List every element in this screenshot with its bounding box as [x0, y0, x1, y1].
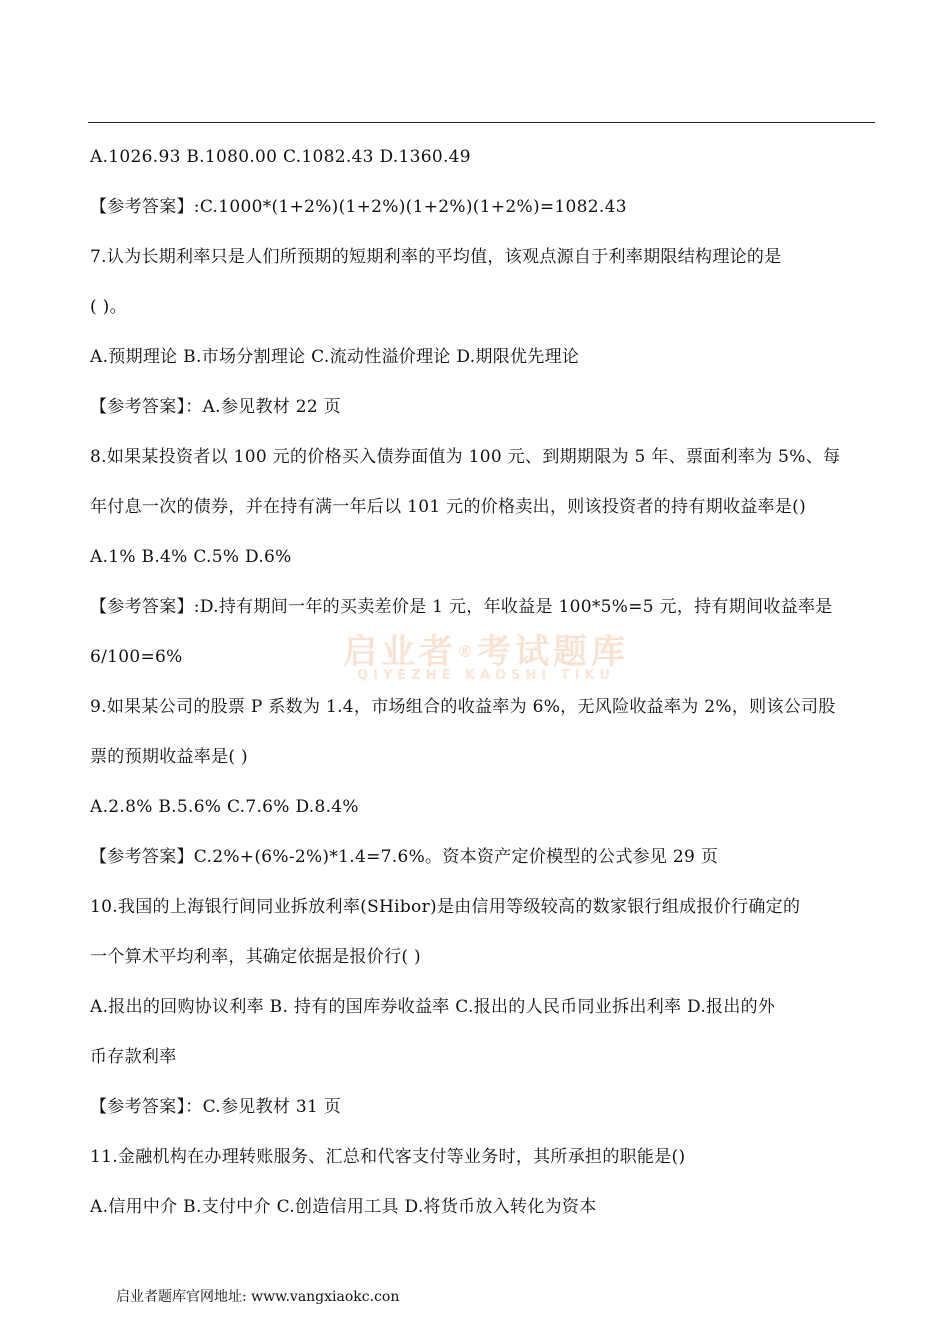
- question-line-q7-cont: ( )。: [90, 297, 127, 317]
- option-line-q10: A.报出的回购协议利率 B. 持有的国库券收益率 C.报出的人民币同业拆出利率 D.报出的外: [90, 997, 776, 1017]
- answer-line-q6: 【参考答案】:C.1000*(1+2%)(1+2%)(1+2%)(1+2%)=1082.43: [90, 197, 627, 217]
- answer-line-q9: 【参考答案】C.2%+(6%-2%)*1.4=7.6%。资本资产定价模型的公式参见 29 页: [90, 847, 719, 867]
- question-line-q8: 8.如果某投资者以 100 元的价格买入债券面值为 100 元、到期期限为 5 年、票面利率为 5%、每: [90, 447, 841, 467]
- answer-line-q8: 【参考答案】:D.持有期间一年的买卖差价是 1 元，年收益是 100*5%=5 元，持有期间收益率是: [90, 597, 833, 617]
- option-line-q9: A.2.8% B.5.6% C.7.6% D.8.4%: [90, 797, 359, 817]
- answer-line-q7: 【参考答案】：A.参见教材 22 页: [90, 397, 342, 417]
- question-line-q10-cont: 一个算术平均利率，其确定依据是报价行( ): [90, 947, 421, 967]
- header-rule: [88, 122, 875, 123]
- option-line-q10-cont: 币存款利率: [90, 1047, 177, 1067]
- footer-website: 启业者题库官网地址: www.vangxiaokc.con: [116, 1289, 400, 1305]
- document-body: [90, 132, 880, 1232]
- option-line-q11: A.信用中介 B.支付中介 C.创造信用工具 D.将货币放入转化为资本: [90, 1197, 597, 1217]
- watermark-subtitle: QIYEZHE KAOSHI TIKU: [357, 668, 615, 683]
- question-line-q11: 11.金融机构在办理转账服务、汇总和代客支付等业务时，其所承担的职能是(): [90, 1147, 686, 1167]
- option-line-q7: A.预期理论 B.市场分割理论 C.流动性溢价理论 D.期限优先理论: [90, 347, 580, 367]
- watermark-title-part2: 考试题库: [477, 632, 629, 672]
- question-line-q7: 7.认为长期利率只是人们所预期的短期利率的平均值，该观点源自于利率期限结构理论的是: [90, 247, 782, 267]
- answer-line-q8-cont: 6/100=6%: [90, 647, 183, 667]
- watermark-title-part1: 启业者: [343, 632, 457, 672]
- option-line-q8: A.1% B.4% C.5% D.6%: [90, 547, 292, 567]
- question-line-q8-cont: 年付息一次的债券，并在持有满一年后以 101 元的价格卖出，则该投资者的持有期收益率是(): [90, 497, 807, 517]
- question-line-q9: 9.如果某公司的股票 P 系数为 1.4，市场组合的收益率为 6%，无风险收益率为 2%，则该公司股: [90, 697, 836, 717]
- registered-mark-icon: ®: [457, 642, 477, 661]
- option-line-q6: A.1026.93 B.1080.00 C.1082.43 D.1360.49: [90, 147, 471, 167]
- question-line-q10: 10.我国的上海银行间同业拆放利率(SHibor)是由信用等级较高的数家银行组成报价行确定的: [90, 897, 801, 917]
- answer-line-q10: 【参考答案】：C.参见教材 31 页: [90, 1097, 342, 1117]
- question-line-q9-cont: 票的预期收益率是( ): [90, 747, 248, 767]
